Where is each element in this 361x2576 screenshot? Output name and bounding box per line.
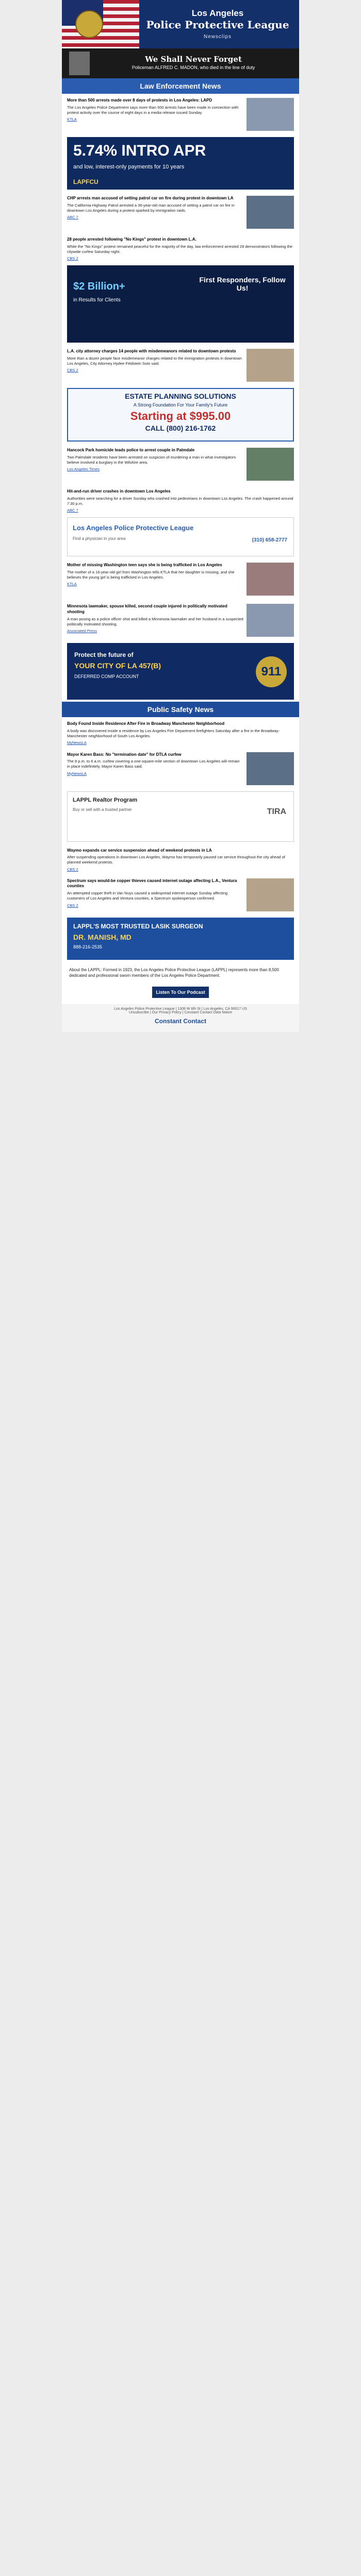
story-link[interactable]: Associated Press — [67, 629, 97, 634]
story-title: Body Found Inside Residence After Fire in Broadway Manchester Neighborhood — [67, 721, 225, 726]
story-title: Hit-and-run driver crashes in downtown Los Angeles — [67, 489, 171, 494]
story-body: More than a dozen people face misdemeanor charges related to the immigration protests in downtown Los Angeles, City Attorney Hydee Feldstein Soto said. — [67, 355, 242, 366]
ad-estate-name: ESTATE PLANNING SOLUTIONS — [125, 392, 236, 401]
story-body: The mother of a 16-year-old girl from Washington tells KTLA that her daughter is missing, and she believes the young girl is being trafficked in Los Angeles. — [67, 570, 235, 580]
story-title: Spectrum says would-be copper thieves caused internet outage affecting L.A., Ventura counties — [67, 878, 237, 889]
story-photo — [247, 349, 294, 382]
story-body: While the "No Kings" protest remained peaceful for the majority of the day, law enforcement arrested 28 demonstrators following the citywide curfew Saturday night. — [67, 244, 293, 254]
section-public-safety: Public Safety News — [62, 702, 299, 717]
story-body: After suspending operations in downtown Los Angeles, Waymo has temporarily paused car service throughout the city ahead of planned weekend protests. — [67, 855, 285, 865]
footer-address: Los Angeles Police Protective League | 1308 W 8th St | Los Angeles, CA 90017 US — [114, 1007, 247, 1011]
constant-contact-logo: Constant Contact — [155, 1018, 206, 1025]
ad-physician-sub: Find a physician in your area — [73, 536, 126, 541]
ad-attorney[interactable] — [67, 265, 294, 343]
story-body: The 8 p.m. to 6 a.m. curfew covering a one-square-mile section of downtown Los Angeles will remain in place indefinitely, Mayor Karen Bass said. — [67, 759, 240, 769]
story-title: Mother of missing Washington teen says she is being trafficked in Los Angeles — [67, 563, 222, 568]
story-title: CHP arrests man accused of setting patrol car on fire during protest in downtown LA — [67, 196, 234, 200]
story-body: Authorities were searching for a driver Sunday who crashed into pedestrians in downtown Los Angeles. The crash happened around 7:30 p.m. — [67, 496, 293, 506]
ad-physician-phone: (310) 658-2777 — [252, 537, 287, 544]
story-link[interactable]: ABC 7 — [67, 215, 78, 220]
header-line2: Police Protective League — [146, 19, 289, 31]
story-link[interactable]: CBS 2 — [67, 903, 78, 908]
story — [62, 600, 299, 641]
story-link[interactable]: MyNewsLA — [67, 740, 87, 745]
story-link[interactable]: CBS 2 — [67, 867, 78, 872]
ad-estate-sub: A Strong Foundation For Your Family's Future — [133, 402, 228, 408]
story-title: Mayor Karen Bass: No "termination date" for DTLA curfew — [67, 752, 182, 757]
story-link[interactable]: KTLA — [67, 582, 77, 587]
police-badge-icon — [75, 10, 103, 38]
ad-estate-phone: CALL (800) 216-1762 — [145, 424, 216, 433]
ad-physician-name: Los Angeles Police Protective League — [73, 524, 194, 532]
story — [62, 748, 299, 789]
story-title: L.A. city attorney charges 14 people with misdemeanors related to downtown protests — [67, 349, 236, 354]
memorial-banner — [62, 48, 299, 78]
ad-attorney-cta: First Responders, Follow Us! — [199, 276, 286, 293]
story — [62, 345, 299, 386]
story-link[interactable]: MyNewsLA — [67, 771, 87, 776]
story — [62, 874, 299, 916]
footer-links[interactable]: Unsubscribe | Our Privacy Policy | Constant Contact Data Notice — [128, 1011, 233, 1015]
story-body: A man posing as a police officer shot and killed a Minnesota lawmaker and her husband in a suspected politically motivated shooting. — [67, 616, 243, 627]
ad-apr-sub: and low, interest-only payments for 10 years — [73, 164, 185, 170]
story-photo — [247, 752, 294, 785]
story-link[interactable]: KTLA — [67, 117, 77, 122]
memorial-line2: Policeman ALFRED C. MADON, who died in the line of duty — [132, 65, 255, 70]
story-title: Minnesota lawmaker, spouse killed, second couple injured in politically motivated shooting — [67, 604, 227, 615]
ad-credit-union[interactable] — [67, 137, 294, 190]
story-photo — [247, 98, 294, 131]
podcast-button[interactable]: Listen To Our Podcast — [152, 987, 209, 998]
header-line1: Los Angeles — [191, 8, 244, 18]
ad-realtor-name: LAPPL Realtor Program — [73, 796, 138, 803]
story — [62, 485, 299, 515]
ad-city-title: Protect the future of — [74, 651, 134, 659]
story-photo — [247, 604, 294, 637]
story — [62, 844, 299, 874]
story — [62, 717, 299, 748]
story-link[interactable]: ABC 7 — [67, 508, 78, 513]
ad-lasik-doctor: DR. MANISH, MD — [73, 933, 132, 941]
story — [62, 192, 299, 233]
footer — [62, 1004, 299, 1032]
memorial-line1: We Shall Never Forget — [145, 55, 242, 64]
story-title: Waymo expands car service suspension ahead of weekend protests in LA — [67, 848, 212, 853]
ad-estate-planning[interactable] — [67, 388, 294, 442]
ad-lasik-phone: 888-216-2535 — [73, 944, 103, 950]
header-tagline: Newsclips — [203, 34, 232, 40]
ad-apr-headline: 5.74% INTRO APR — [73, 142, 206, 159]
story-link[interactable]: Los Angeles Times — [67, 467, 100, 472]
story-title: More than 500 arrests made over 8 days of protests in Los Angeles: LAPD — [67, 98, 212, 103]
story-photo — [247, 878, 294, 911]
header-banner — [62, 0, 299, 48]
story-body: Two Palmdale residents have been arrested on suspicion of murdering a man in what investigators believe involved a burglary in the Wilshire area. — [67, 454, 236, 465]
ad-realtor[interactable] — [67, 791, 294, 842]
story-title: 28 people arrested following "No Kings" protest in downtown L.A. — [67, 237, 196, 242]
ad-physician[interactable] — [67, 517, 294, 556]
ad-deferred-comp[interactable] — [67, 643, 294, 700]
about-lappl: About the LAPPL: Formed in 1923, the Los Angeles Police Protective League (LAPPL) represents more than 8,500 dedicated and professional sworn members of the Los Angeles Police Department. — [69, 967, 279, 978]
ad-realtor-cta: TIRA — [267, 807, 286, 816]
story-body: A body was discovered inside a residence by Los Angeles Fire Department firefighters Saturday after a fire in the Broadway-Manchester neighborhood of South Los Angeles. — [67, 728, 280, 739]
story-photo — [247, 196, 294, 229]
ad-estate-price: Starting at $995.00 — [130, 410, 231, 423]
ad-attorney-amount: $2 Billion+ — [73, 281, 125, 293]
ad-realtor-sub: Buy or sell with a trusted partner — [73, 807, 132, 812]
story-body: The California Highway Patrol arrested a 36-year-old man accused of setting a patrol car on fire in downtown Los Angeles during a protest sparked by immigration raids. — [67, 202, 235, 213]
story — [62, 444, 299, 485]
ad-apr-brand: LAPFCU — [73, 178, 99, 185]
story-link[interactable]: CBS 2 — [67, 368, 78, 373]
ad-attorney-sub: in Results for Clients — [73, 297, 121, 303]
story — [62, 94, 299, 135]
ad-city-highlight: YOUR CITY OF LA 457(B) — [74, 662, 161, 670]
story-photo — [247, 448, 294, 481]
story — [62, 233, 299, 263]
officer-photo — [69, 52, 90, 75]
section-law-enforcement: Law Enforcement News — [62, 78, 299, 94]
story-link[interactable]: CBS 2 — [67, 256, 78, 261]
story — [62, 558, 299, 600]
ad-city-badge: 911 — [256, 656, 287, 687]
story-body: An attempted copper theft in Van Nuys caused a widespread internet outage Sunday affecting customers of Los Angeles and Ventura counties, a Spectrum spokesperson confirmed. — [67, 891, 228, 901]
story-body: The Los Angeles Police Department says more than 500 arrests have been made in connection with protest activity over the course of eight days in a media release issued Sunday. — [67, 105, 239, 115]
newsletter — [62, 0, 299, 1032]
story-photo — [247, 563, 294, 596]
story-title: Hancock Park homicide leads police to arrest couple in Palmdale — [67, 448, 195, 453]
ad-lasik-name: LAPPL'S MOST TRUSTED LASIK SURGEON — [73, 922, 203, 930]
ad-lasik[interactable] — [67, 918, 294, 960]
ad-city-sub: DEFERRED COMP ACCOUNT — [74, 674, 139, 680]
